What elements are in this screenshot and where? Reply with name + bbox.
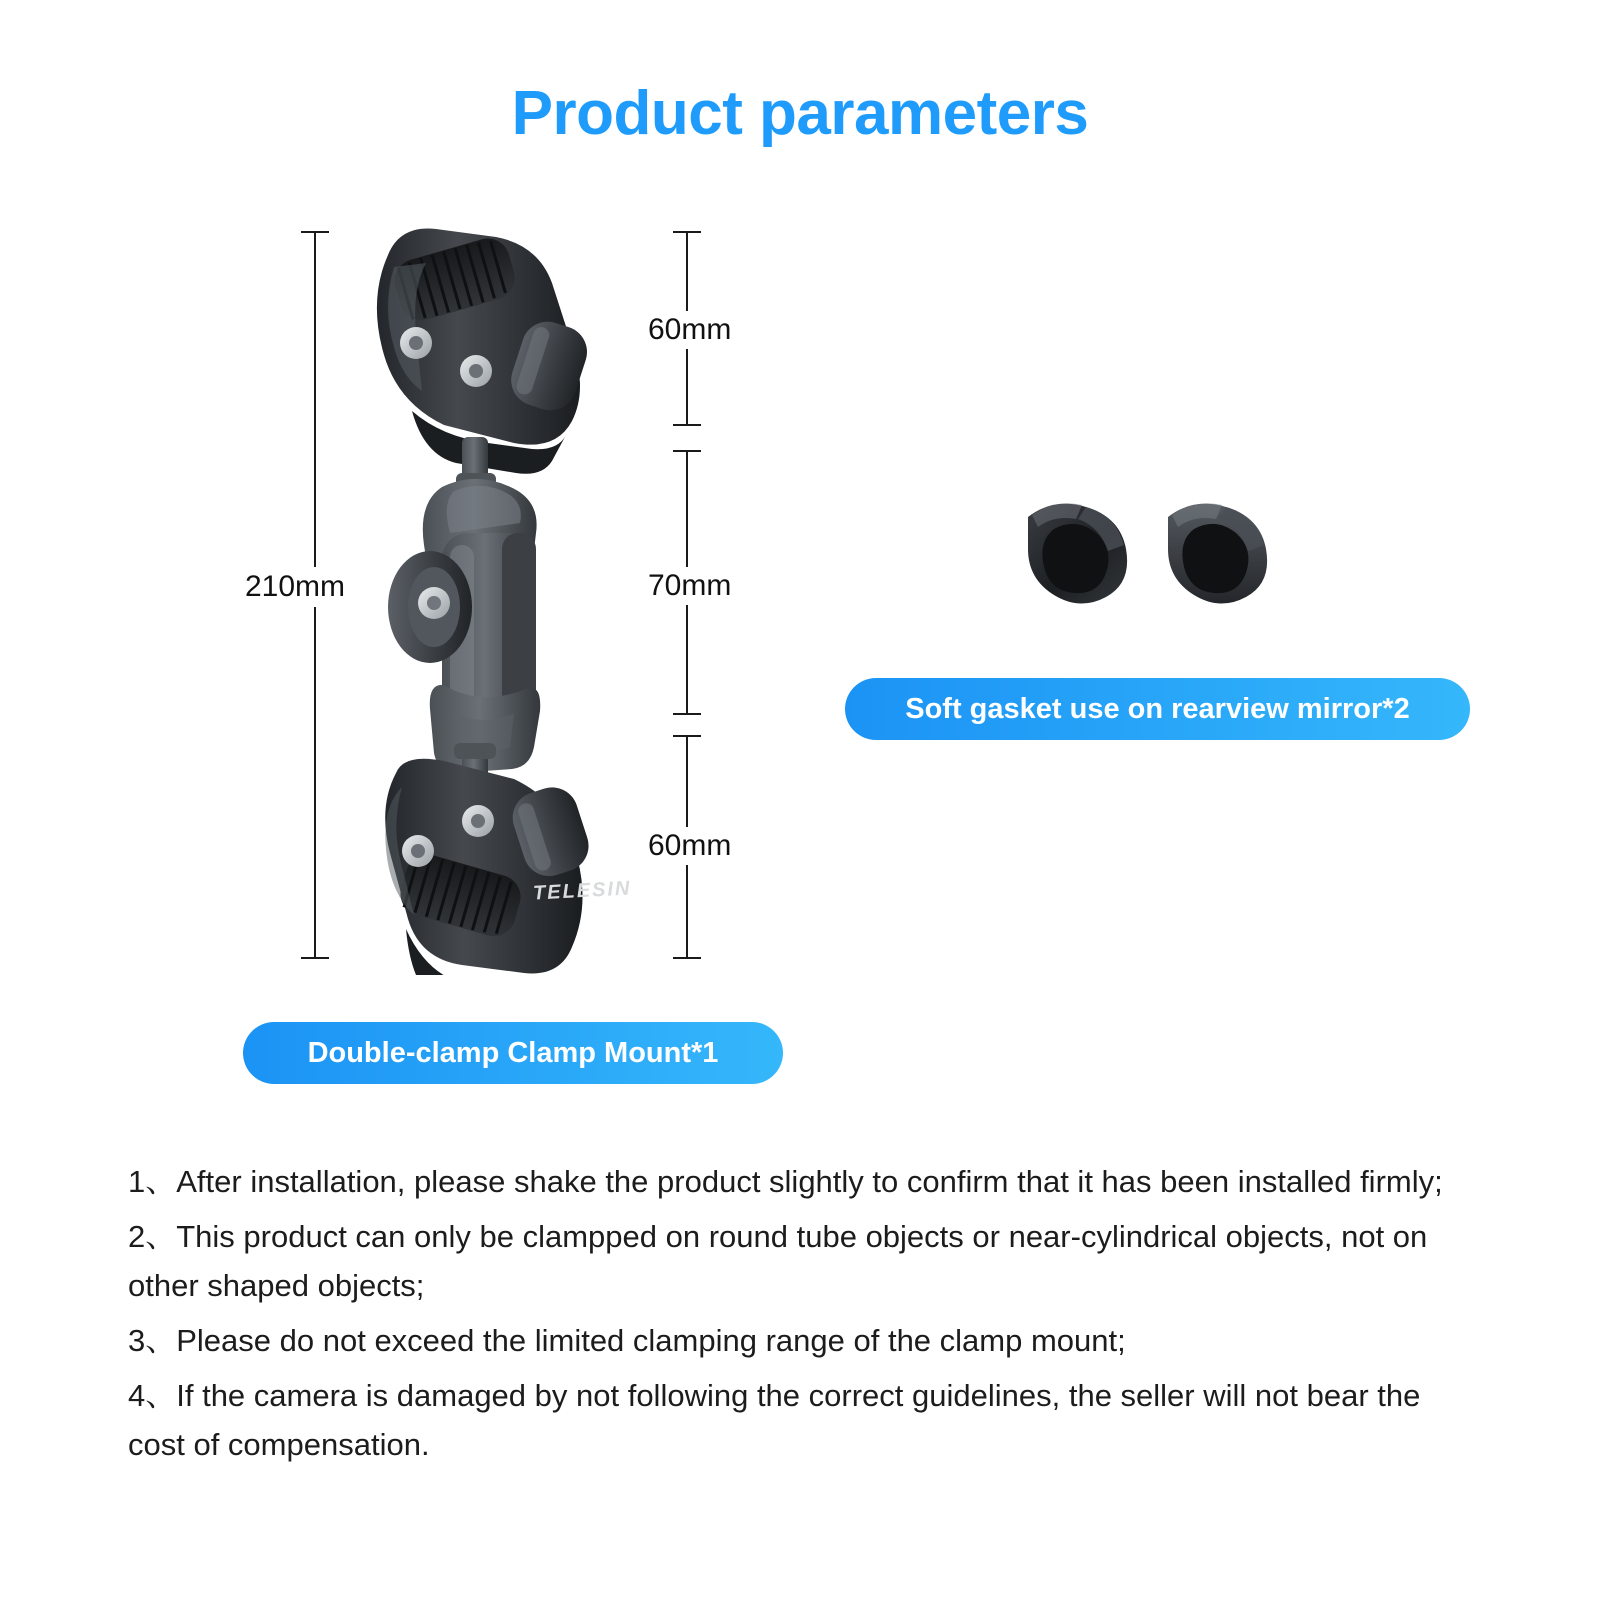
soft-gasket-image bbox=[1020, 495, 1310, 625]
product-illustration bbox=[245, 215, 770, 975]
clamp-mount-image bbox=[350, 215, 650, 975]
note-item: 4、If the camera is damaged by not following the correct guidelines, the seller will not bear the cost of compensation. bbox=[128, 1377, 1421, 1462]
page-title: Product parameters bbox=[511, 79, 1089, 148]
brand-logo: TELESIN bbox=[532, 877, 632, 905]
clamp-mount-caption-text: Double-clamp Clamp Mount*1 bbox=[307, 1036, 719, 1069]
clamp-mount-caption bbox=[243, 1022, 783, 1084]
soft-gasket-caption bbox=[845, 678, 1470, 740]
note-item: 2、This product can only be clampped on round tube objects or near-cylindrical objects, not on other shaped objects; bbox=[128, 1218, 1428, 1303]
soft-gasket-caption-text: Soft gasket use on rearview mirror*2 bbox=[905, 692, 1410, 725]
arm-dimension-label: 70mm bbox=[642, 567, 737, 605]
note-item: 3、Please do not exceed the limited clamping range of the clamp mount; bbox=[128, 1322, 1126, 1358]
top-clamp-dimension-label: 60mm bbox=[642, 311, 737, 349]
note-item: 1、After installation, please shake the product slightly to confirm that it has been installed firmly; bbox=[128, 1164, 1443, 1199]
overall-dimension-label: 210mm bbox=[239, 567, 351, 607]
bottom-clamp-dimension-label: 60mm bbox=[642, 827, 737, 865]
notes-list bbox=[128, 1158, 1483, 1476]
